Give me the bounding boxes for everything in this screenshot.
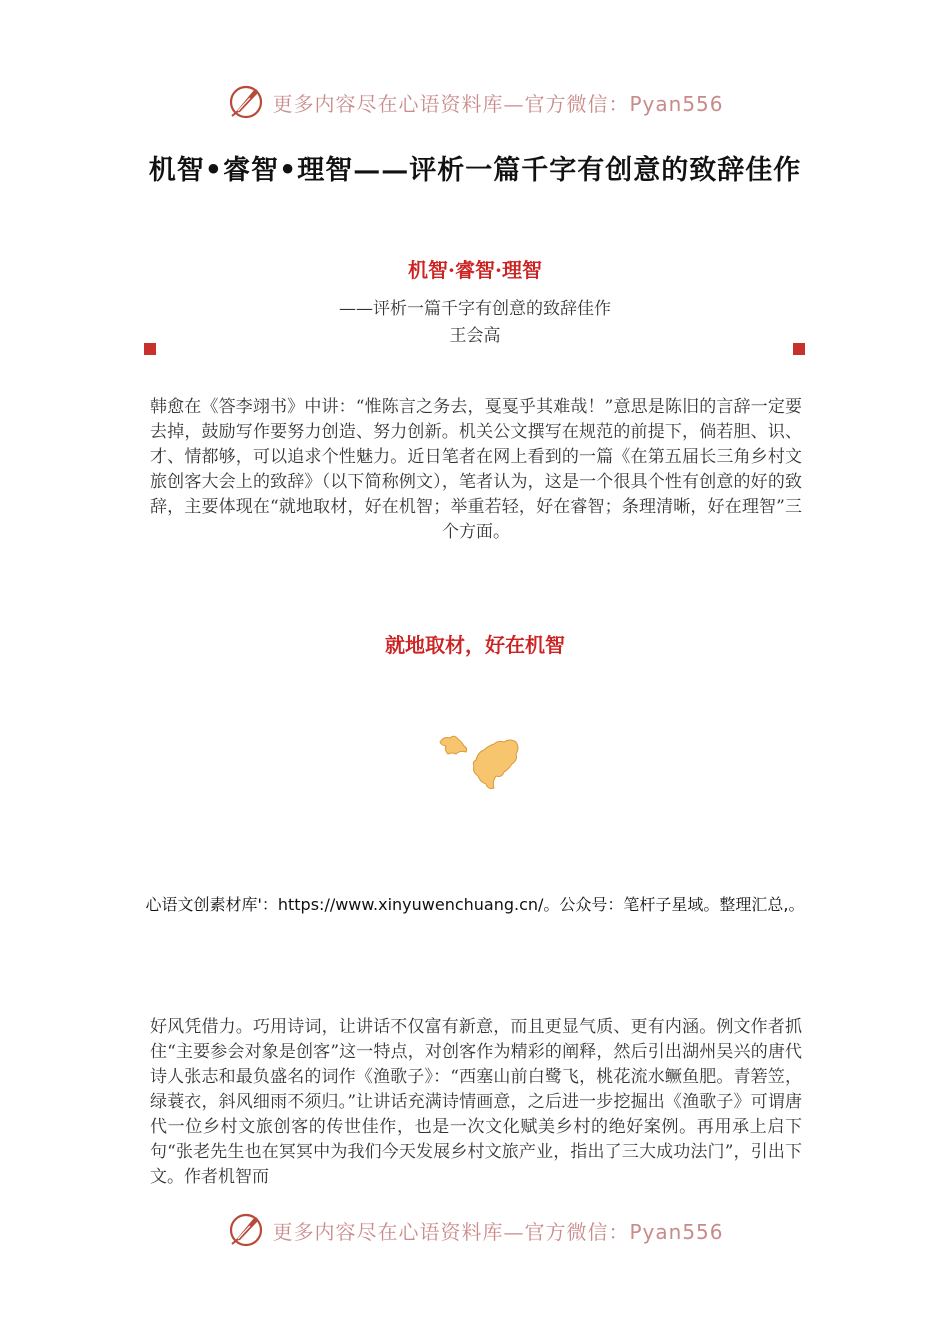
quill-pen-logo-icon	[226, 1210, 266, 1250]
header-banner	[0, 80, 950, 124]
article-title: 机智·睿智·理智	[408, 258, 542, 282]
banner-label: 更多内容尽在心语资料库—官方微信：	[272, 1219, 630, 1244]
section-heading: 就地取材，好在机智	[385, 633, 565, 657]
banner-wechat-id: Pyan556	[629, 91, 724, 116]
article-subtitle: ——评析一篇千字有创意的致辞佳作	[339, 299, 611, 319]
banner-text	[272, 1216, 723, 1245]
body-paragraph: 好风凭借力。巧用诗词，让讲话不仅富有新意，而且更显气质、更有内涵。例文作者抓住“主要参会对象是创客”这一特点，对创客作为精彩的阐释，然后引出湖州吴兴的唐代诗人张志和最负盛名的词作《渔歌子》：“西塞山前白鹭飞，桃花流水鳜鱼肥。青箬笠，绿蓑衣，斜风细雨不须归。”让讲话充满诗情画意，之后进一步挖掘出《渔歌子》可谓唐代一位乡村文旅创客的传世佳作，也是一次文化赋美乡村的绝好案例。再用承上启下句“张老先生也在冥冥中为我们今天发展乡村文旅产业，指出了三大成功法门”，引出下文。作者机智而	[150, 1017, 802, 1187]
source-note: 心语文创素材库'：https://www.xinyuwenchuang.cn/。公众号：笔杆子星域。整理汇总,。	[145, 895, 805, 914]
banner-text	[272, 88, 723, 117]
quill-pen-logo-icon	[226, 82, 266, 122]
footer-banner	[0, 1208, 950, 1252]
decorative-square-left	[144, 343, 156, 355]
decorative-square-right	[793, 343, 805, 355]
map-outline-icon	[436, 732, 522, 794]
banner-label: 更多内容尽在心语资料库—官方微信：	[272, 91, 630, 116]
document-title: 机智•睿智•理智——评析一篇千字有创意的致辞佳作	[148, 155, 802, 186]
intro-paragraph: 韩愈在《答李翊书》中讲：“惟陈言之务去，戛戛乎其难哉！”意思是陈旧的言辞一定要去掉，鼓励写作要努力创造、努力创新。机关公文撰写在规范的前提下，倘若胆、识、才、情都够，可以追求个性魅力。近日笔者在网上看到的一篇《在第五届长三角乡村文旅创客大会上的致辞》（以下简称例文），笔者认为，这是一个很具个性有创意的好的致辞，主要体现在“就地取材，好在机智；举重若轻，好在睿智；条理清晰，好在理智”三个方面。	[150, 397, 802, 542]
banner-wechat-id: Pyan556	[629, 1219, 724, 1244]
article-author: 王会高	[449, 326, 501, 346]
